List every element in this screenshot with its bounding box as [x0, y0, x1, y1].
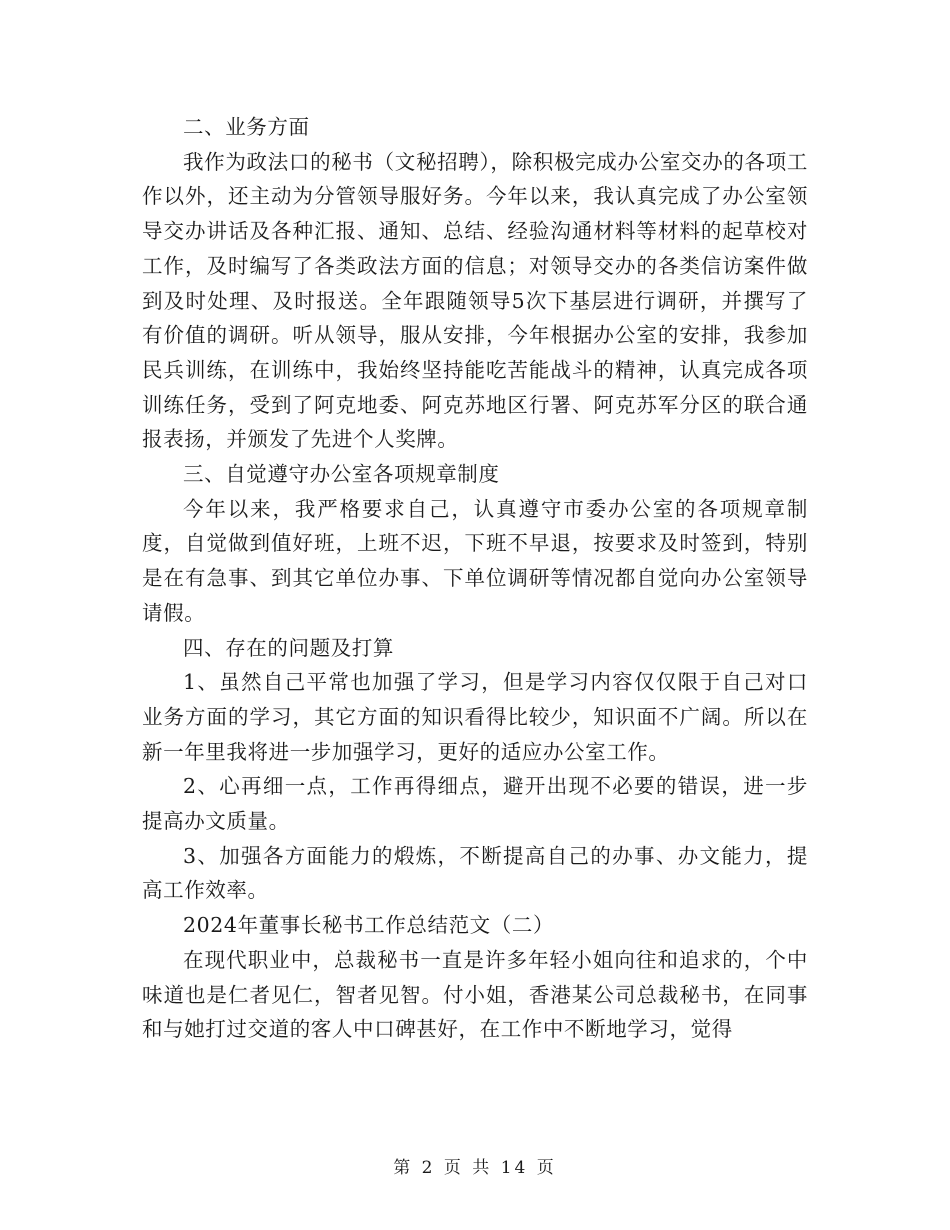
paragraph-problem-3: 3、加强各方面能力的煅炼，不断提高自己的办事、办文能力，提高工作效率。 — [142, 843, 808, 903]
section-heading-rules: 三、自觉遵守办公室各项规章制度 — [183, 462, 500, 487]
paragraph-business: 我作为政法口的秘书（文秘招聘），除积极完成办公室交办的各项工作以外，还主动为分管领导服好务。今年以来，我认真完成了办公室领导交办讲话及各种汇报、通知、总结、经验沟通材料等材料的起草校对工作，及时编写了各类政法方面的信息；对领导交办的各类信访案件做到及时处理、及时报送。全年跟随领导5次下基层进行调研，并撰写了有价值的调研。听从领导，服从安排，今年根据办公室的安排，我参加民兵训练，在训练中，我始终坚持能吃苦能战斗的精神，认真完成各项训练任务，受到了阿克地委、阿克苏地区行署、阿克苏军分区的联合通报表扬，并颁发了先进个人奖牌。 — [142, 149, 808, 452]
section-heading-business: 二、业务方面 — [183, 115, 310, 139]
article-title-part-two: 2024年董事长秘书工作总结范文（二） — [183, 913, 555, 938]
paragraph-rules: 今年以来，我严格要求自己，认真遵守市委办公室的各项规章制度，自觉做到值好班，上班不迟，下班不早退，按要求及时签到，特别是在有急事、到其它单位办事、下单位调研等情况都自觉向办公室领导请假。 — [142, 496, 808, 625]
paragraph-intro-part-two: 在现代职业中，总裁秘书一直是许多年轻小姐向往和追求的，个中味道也是仁者见仁，智者见智。付小姐，香港某公司总裁秘书，在同事和与她打过交道的客人中口碑甚好，在工作中不断地学习，觉得 — [142, 947, 808, 1042]
paragraph-problem-1: 1、虽然自己平常也加强了学习，但是学习内容仅仅限于自己对口业务方面的学习，其它方面的知识看得比较少，知识面不广阔。所以在新一年里我将进一步加强学习，更好的适应办公室工作。 — [142, 670, 808, 764]
page-footer: 第 2 页 共 14 页 — [393, 1158, 557, 1178]
section-heading-problems: 四、存在的问题及打算 — [183, 635, 394, 660]
paragraph-problem-2: 2、心再细一点，工作再得细点，避开出现不必要的错误，进一步提高办文质量。 — [142, 774, 808, 834]
document-body — [142, 110, 808, 1047]
